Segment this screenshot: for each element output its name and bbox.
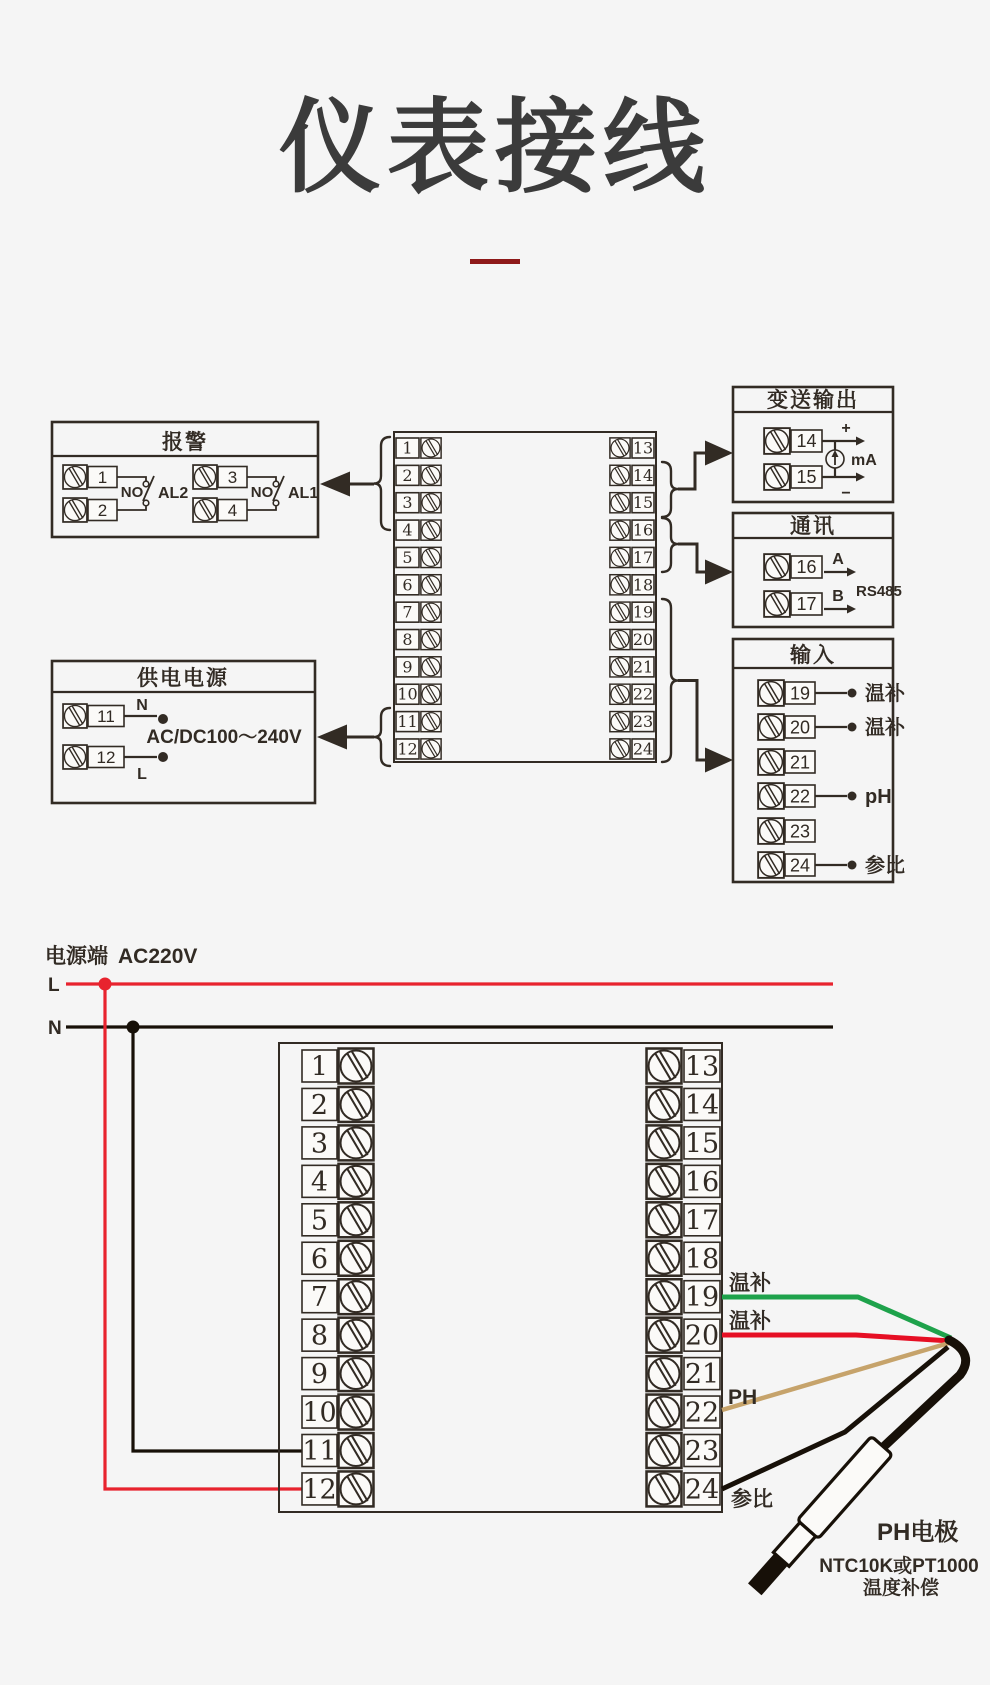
screw-terminal-icon — [421, 711, 441, 731]
terminal-number: 2 — [310, 1089, 329, 1121]
ma-unit-label: mA — [851, 452, 877, 469]
screw-terminal-icon — [647, 1087, 682, 1122]
power-rating: AC/DC100～240V — [146, 727, 302, 748]
neutral-line-label: N — [48, 1018, 62, 1039]
terminal-strip-top — [394, 432, 656, 762]
screw-terminal-icon — [758, 714, 784, 740]
screw-terminal-icon — [647, 1241, 682, 1276]
upper-diagram — [52, 387, 905, 882]
screw-terminal-icon — [610, 602, 630, 622]
junction-dot — [848, 723, 857, 732]
terminal-number: 19 — [684, 1282, 720, 1314]
power-box-title: 供电电源 — [137, 667, 229, 690]
screw-terminal-icon — [610, 438, 630, 458]
arrow-to-input — [678, 681, 733, 773]
alarm-output-label: AL1 — [288, 485, 319, 502]
terminal-number: 13 — [632, 438, 654, 458]
screw-terminal-icon — [758, 852, 784, 878]
electrode-name: PH电极 — [877, 1519, 959, 1546]
screw-terminal-icon — [63, 498, 87, 522]
terminal-number: 4 — [310, 1166, 329, 1198]
terminal-number: 9 — [310, 1359, 329, 1391]
screw-terminal-icon — [758, 818, 784, 844]
terminal-number: 16 — [796, 557, 817, 577]
terminal-number: 19 — [789, 683, 811, 704]
terminal-number: 11 — [97, 707, 115, 726]
terminal-number: 6 — [310, 1243, 329, 1275]
screw-terminal-icon — [421, 547, 441, 567]
arrow-to-power — [317, 725, 374, 750]
screw-terminal-icon — [63, 704, 87, 728]
terminal-number: 12 — [302, 1474, 337, 1506]
screw-terminal-icon — [647, 1164, 682, 1199]
terminal-number: 24 — [789, 855, 811, 876]
terminal-number: 5 — [402, 547, 413, 567]
input-box — [733, 639, 905, 882]
electrode-spec-1: NTC10K或PT1000 — [819, 1556, 979, 1577]
alarm-output-label: AL2 — [158, 485, 189, 502]
terminal-number: 22 — [632, 684, 654, 704]
terminal-number: 4 — [402, 520, 413, 540]
screw-terminal-icon — [421, 739, 441, 759]
screw-terminal-icon — [193, 465, 217, 489]
brace-terminals-11-12 — [374, 708, 390, 766]
screw-terminal-icon — [610, 575, 630, 595]
terminal-number: 3 — [227, 468, 238, 487]
screw-terminal-icon — [764, 464, 790, 490]
terminal-number: 11 — [397, 712, 418, 732]
junction-dot — [848, 792, 857, 801]
alarm-box — [52, 422, 318, 537]
screw-terminal-icon — [758, 783, 784, 809]
terminal-number: 18 — [632, 575, 654, 595]
terminal-number: 12 — [96, 748, 116, 767]
input-label-temp: 温补 — [865, 717, 905, 739]
terminal-number: 3 — [310, 1128, 329, 1160]
screw-terminal-icon — [610, 629, 630, 649]
terminal-number: 10 — [397, 684, 418, 704]
wire-label-temp1: 温补 — [729, 1272, 771, 1295]
screw-terminal-icon — [610, 493, 630, 513]
screw-terminal-icon — [339, 1395, 374, 1430]
rs485-label: RS485 — [856, 583, 902, 600]
terminal-number: 1 — [310, 1051, 329, 1083]
screw-terminal-icon — [421, 657, 441, 677]
wire-temp-red — [722, 1335, 951, 1341]
comm-box-title: 通讯 — [790, 515, 836, 538]
terminal-number: 11 — [302, 1436, 337, 1467]
terminal-strip-bottom — [279, 1043, 722, 1512]
junction-dot — [158, 714, 168, 724]
strip-bottom-left-column — [302, 1049, 373, 1507]
screw-terminal-icon — [764, 554, 790, 580]
terminal-number: 5 — [310, 1205, 329, 1237]
screw-terminal-icon — [339, 1433, 374, 1468]
screw-terminal-icon — [647, 1318, 682, 1353]
terminal-number: 7 — [310, 1282, 329, 1314]
terminal-number: 21 — [684, 1359, 720, 1391]
terminal-number: 16 — [632, 520, 654, 540]
alarm-pair-al1 — [193, 465, 318, 522]
screw-terminal-icon — [421, 493, 441, 513]
contact-lead — [247, 477, 276, 481]
wire-label-temp2: 温补 — [729, 1310, 771, 1333]
screw-terminal-icon — [421, 438, 441, 458]
wire-label-ph: PH — [728, 1386, 758, 1409]
screw-terminal-icon — [610, 684, 630, 704]
screw-terminal-icon — [63, 465, 87, 489]
terminal-number: 20 — [632, 630, 654, 650]
screw-terminal-icon — [610, 657, 630, 677]
terminal-number: 10 — [302, 1397, 337, 1429]
terminal-number: 15 — [684, 1128, 720, 1160]
screw-terminal-icon — [339, 1049, 374, 1084]
junction-dot — [848, 689, 857, 698]
brace-terminals-19-24 — [662, 599, 678, 762]
contact-type-label: NO — [250, 484, 274, 501]
strip-bottom-right-column — [647, 1049, 720, 1507]
screw-terminal-icon — [647, 1433, 682, 1468]
plus-label: + — [841, 420, 851, 437]
terminal-number: 21 — [632, 657, 654, 677]
alarm-box-title: 报警 — [162, 431, 208, 454]
terminal-number: 2 — [97, 501, 108, 520]
screw-terminal-icon — [63, 745, 87, 769]
terminal-number: 24 — [632, 739, 654, 759]
screw-terminal-icon — [339, 1279, 374, 1314]
screw-terminal-icon — [339, 1318, 374, 1353]
brace-terminals-14-15 — [662, 462, 678, 517]
terminal-number: 17 — [684, 1205, 720, 1237]
terminal-number: 14 — [684, 1089, 720, 1121]
screw-terminal-icon — [339, 1087, 374, 1122]
screw-terminal-icon — [647, 1049, 682, 1084]
screw-terminal-icon — [339, 1164, 374, 1199]
screw-terminal-icon — [610, 547, 630, 567]
screw-terminal-icon — [339, 1356, 374, 1391]
screw-terminal-icon — [421, 684, 441, 704]
screw-terminal-icon — [339, 1125, 374, 1160]
screw-terminal-icon — [758, 680, 784, 706]
screw-terminal-icon — [421, 520, 441, 540]
terminal-number: 21 — [789, 752, 811, 773]
input-box-title: 输入 — [790, 644, 836, 667]
alarm-pair-al2 — [63, 465, 188, 522]
contact-blade — [273, 476, 284, 501]
screw-terminal-icon — [421, 629, 441, 649]
screw-terminal-icon — [647, 1279, 682, 1314]
screw-terminal-icon — [647, 1356, 682, 1391]
terminal-number: 2 — [402, 465, 413, 485]
power-supply-box — [52, 661, 315, 803]
lower-diagram — [45, 944, 979, 1599]
terminal-number: 1 — [97, 468, 108, 487]
page-title: 仪表接线 — [279, 91, 711, 205]
live-line-label: L — [48, 975, 60, 996]
screw-terminal-icon — [339, 1241, 374, 1276]
terminal-number: 9 — [402, 657, 413, 677]
terminal-number: 17 — [632, 547, 654, 567]
live-label: L — [137, 766, 147, 783]
terminal-number: 8 — [402, 630, 413, 650]
power-terminal-label: 电源端 — [45, 945, 108, 968]
screw-terminal-icon — [421, 465, 441, 485]
terminal-number: 20 — [684, 1320, 720, 1352]
terminal-number: 4 — [227, 501, 238, 520]
terminal-number: 15 — [632, 493, 654, 513]
terminal-number: 1 — [402, 438, 413, 458]
terminal-number: 18 — [684, 1243, 720, 1275]
brace-terminals-1-4 — [374, 437, 390, 530]
screw-terminal-icon — [610, 465, 630, 485]
contact-type-label: NO — [120, 484, 144, 501]
terminal-number: 15 — [796, 467, 817, 487]
arrow-to-alarm — [320, 472, 374, 497]
arrow-to-transmitter — [678, 441, 733, 490]
terminal-number: 19 — [632, 602, 654, 622]
input-label-temp: 温补 — [865, 683, 905, 705]
screw-terminal-icon — [647, 1471, 682, 1506]
screw-terminal-icon — [421, 575, 441, 595]
terminal-number: 13 — [684, 1051, 720, 1083]
contact-blade — [143, 476, 154, 501]
transmitter-box-title: 变送输出 — [767, 389, 859, 412]
screw-terminal-icon — [647, 1125, 682, 1160]
screw-terminal-icon — [193, 498, 217, 522]
terminal-number: 23 — [684, 1436, 720, 1467]
terminal-number: 12 — [397, 739, 418, 759]
screw-terminal-icon — [764, 591, 790, 617]
terminal-number: 23 — [632, 712, 654, 732]
arrow-to-comm — [678, 544, 733, 585]
screw-terminal-icon — [339, 1202, 374, 1237]
screw-terminal-icon — [421, 602, 441, 622]
terminal-number: 17 — [796, 594, 817, 614]
terminal-number: 22 — [684, 1397, 720, 1429]
screw-terminal-icon — [339, 1471, 374, 1506]
transmitter-output-box — [733, 387, 893, 502]
voltage-label: AC220V — [118, 945, 198, 968]
wire-label-ref: 参比 — [731, 1488, 773, 1511]
screw-terminal-icon — [764, 428, 790, 454]
screw-terminal-icon — [647, 1395, 682, 1430]
rs485-a-label: A — [832, 551, 844, 568]
terminal-number: 16 — [684, 1166, 720, 1198]
terminal-number: 3 — [402, 493, 413, 513]
screw-terminal-icon — [610, 520, 630, 540]
junction-dot — [158, 752, 168, 762]
brace-terminals-16-17 — [662, 518, 678, 572]
terminal-number: 20 — [789, 717, 811, 738]
terminal-number: 8 — [310, 1320, 329, 1352]
terminal-number: 14 — [796, 431, 817, 451]
electrode-spec-2: 温度补偿 — [862, 1578, 940, 1599]
terminal-number: 24 — [684, 1474, 720, 1506]
terminal-number: 7 — [402, 602, 413, 622]
contact-lead — [117, 477, 146, 481]
terminal-number: 14 — [632, 465, 654, 485]
input-label-ref: 参比 — [865, 855, 905, 877]
contact-lead — [247, 507, 276, 511]
screw-terminal-icon — [758, 749, 784, 775]
input-label-ph: pH — [865, 786, 892, 808]
contact-lead — [117, 507, 146, 511]
screw-terminal-icon — [610, 711, 630, 731]
terminal-number: 22 — [789, 786, 811, 807]
screw-terminal-icon — [647, 1202, 682, 1237]
terminal-number: 6 — [402, 575, 413, 595]
rs485-b-label: B — [832, 588, 844, 605]
terminal-number: 23 — [789, 821, 811, 842]
neutral-label: N — [136, 697, 148, 714]
comm-box — [733, 513, 902, 627]
screw-terminal-icon — [610, 739, 630, 759]
strip-top-left-column — [396, 438, 441, 759]
minus-label: − — [841, 485, 851, 502]
strip-top-right-column — [610, 438, 654, 759]
ph-electrode — [744, 1340, 978, 1599]
neutral-wire-to-terminal-11 — [133, 1027, 302, 1451]
junction-dot — [848, 861, 857, 870]
